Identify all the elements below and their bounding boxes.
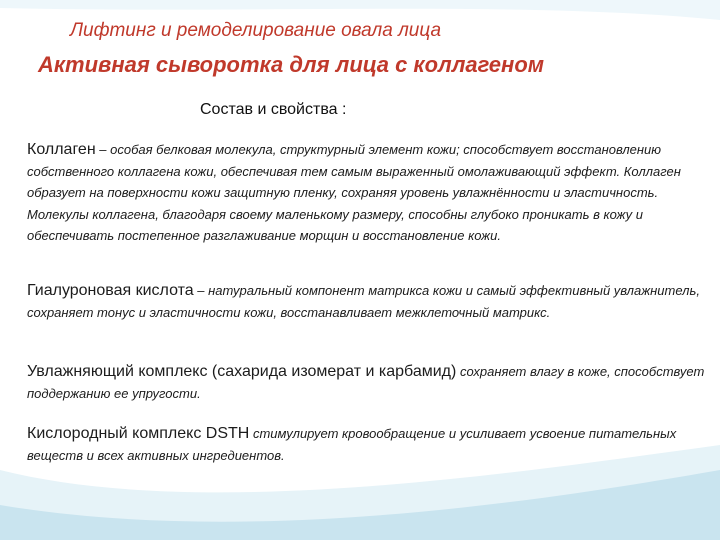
background-wave-top [0,0,720,20]
ingredient-term: Коллаген [27,141,96,158]
ingredient-moisturizing-complex [27,361,707,404]
ingredient-hyaluronic-acid [27,280,707,323]
ingredient-oxygen-complex [27,423,707,466]
slide-subtitle: Активная сыворотка для лица с коллагеном [38,52,545,77]
ingredient-description: – особая белковая молекула, структурный элемент кожи; способствует восстановлению собственного коллагена кожи, обеспечивая тем самым выраженный омолаживающий эффект. Коллаген образует на поверхности кожи защитную пленку, сохраняя уровень увлажнённости и эластичность. Молекулы коллагена, благодаря своему маленькому размеру, способны глубоко проникать в кожу и обеспечивать постепенное разглаживание морщин и восстановление кожи. [27,142,681,243]
ingredient-description: сохраняет влагу в коже, способствует поддержанию ее упругости. [27,364,705,401]
section-heading: Состав и свойства : [200,101,347,118]
ingredient-collagen [27,139,707,247]
ingredient-term: Кислородный комплекс DSTH [27,425,250,442]
ingredient-description: стимулирует кровообращение и усиливает усвоение питательных веществ и всех активных ингредиентов. [27,426,677,463]
slide-title: Лифтинг и ремоделирование овала лица [70,20,442,41]
ingredient-description: – натуральный компонент матрикса кожи и самый эффективный увлажнитель, сохраняет тонус и эластичности кожи, восстанавливает межклеточный матрикс. [27,283,700,320]
ingredient-term: Увлажняющий комплекс (сахарида изомерат и карбамид) [27,363,457,380]
ingredient-term: Гиалуроновая кислота [27,282,194,299]
